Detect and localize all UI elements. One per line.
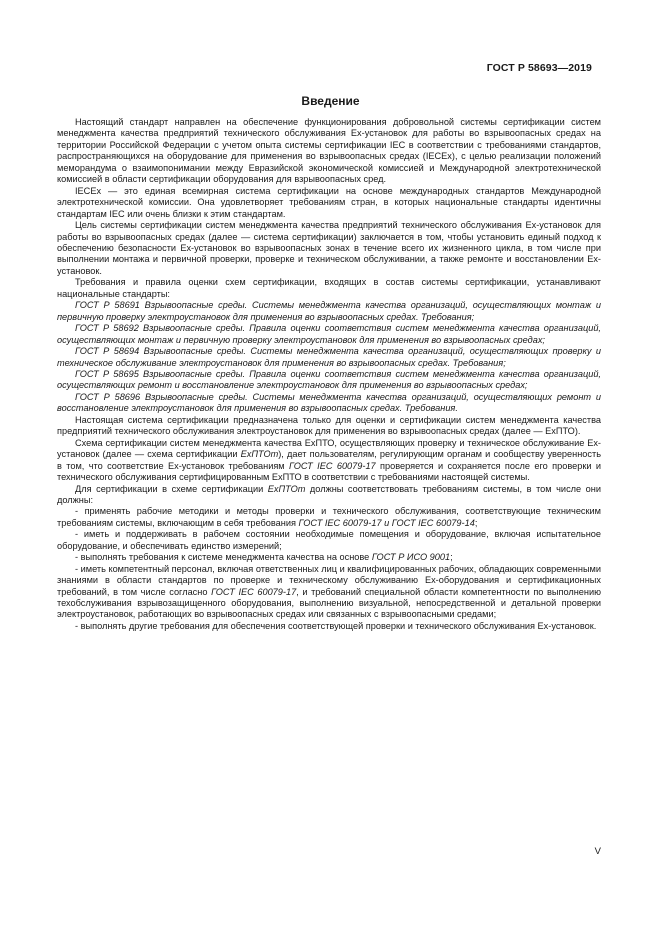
paragraph-6-text: Схема сертификации систем менеджмента качества ExПТО, осуществляющих проверку и техническое обслуживание Ex-установок (далее — схема сертификации: [57, 437, 601, 460]
requirement-text: - иметь компетентный персонал, включая ответственных лиц и квалифицированных рабочих, обладающих современными знаниями в области стандартов по проверке и техническому обслуживанию Ex-оборудования и сертификационных требований, в том числе согласно: [57, 563, 601, 597]
standard-reference: ГОСТ Р 58694 Взрывоопасные среды. Системы менеджмента качества организаций, осуществляющих проверку и техническое обслуживание электроустановок для применения во взрывоопасных средах. Требования;: [57, 346, 601, 368]
paragraph-6: [57, 438, 601, 484]
requirement-text: ;: [450, 552, 453, 563]
standard-reference: ГОСТ Р 58692 Взрывоопасные среды. Правила оценки соответствия систем менеджмента качества организаций, осуществляющих монтаж и первичную проверку электроустановок для применения во взрывоопасных средах;: [57, 323, 601, 345]
section-title: Введение: [301, 94, 360, 108]
requirement-item: - иметь и поддерживать в рабочем состоянии необходимые помещения и оборудование, включая испытательное оборудование, и обеспечивать единство измерений;: [57, 529, 601, 551]
requirement-item: [57, 564, 601, 621]
paragraph-5: Настоящая система сертификации предназначена только для оценки и сертификации систем менеджмента качества предприятий технического обслуживания электроустановок для применения во взрывоопасных средах (далее — ExПТО).: [57, 414, 601, 437]
paragraph-6-text: проверяется и сохраняется после его проверки и технического обслуживания сертифицированным ExПТО в соответствии с требованиями настоящей системы.: [57, 460, 601, 483]
scheme-name: ExПТОт: [240, 449, 279, 460]
requirement-text: и: [381, 517, 392, 528]
paragraph-7-text: должны соответствовать требованиям системы, в том числе они должны:: [57, 483, 601, 505]
standard-reference: ГОСТ Р 58691 Взрывоопасные среды. Системы менеджмента качества организаций, осуществляющих монтаж и первичную проверку электроустановок для применения во взрывоопасных средах. Требования;: [57, 300, 601, 322]
paragraph-3: Цель системы сертификации систем менеджмента качества предприятий технического обслуживания Ex-установок для работы во взрывоопасных средах (далее — система сертификации) заключается в том, чтобы установить единый подход к обеспечению безопасности Ex-установок во взрывоопасных зонах в течение всего их жизненного цикла, в том числе при выполнении монтажа и первичной проверки, проверке и техническом обслуживании, а также ремонте и восстановлении Ex-установок.: [57, 220, 601, 276]
standard-name: ГОСТ IEC 60079-17: [298, 517, 382, 528]
requirement-text: - выполнять требования к системе менеджмента качества на основе: [75, 552, 372, 563]
requirement-item: [57, 552, 601, 563]
requirement-text: - применять рабочие методики и методы проверки и технического обслуживания, соответствующие техническим требованиям системы, включающим в себя требования: [57, 506, 601, 528]
paragraph-7-text: Для сертификации в схеме сертификации: [75, 483, 268, 494]
section-body: [57, 117, 601, 632]
paragraph-1: Настоящий стандарт направлен на обеспечение функционирования добровольной системы сертификации систем менеджмента качества предприятий технического обслуживания Ex-установок для работы во взрывоопасных средах на территории Российской Федерации с учетом опыта системы сертификации IEC в соответствии с требованиями стандартов, распространяющихся на оборудование для применения во взрывоопасных средах (IECEx), с целью реализации положений меморандума о взаимопонимании между Евразийской экономической комиссией и Международной электротехнической комиссией в области сертификации оборудования для взрывоопасных сред.: [57, 117, 601, 185]
paragraph-4: Требования и правила оценки схем сертификации, входящих в состав системы сертификации, устанавливают национальные стандарты:: [57, 277, 601, 299]
requirement-text: , и требований специальной области компетентности по выполнению техобслуживания взрывозащищенного оборудования, выполнению визуальной, непосредственной и детальной проверки электроустановок, работающих во взрывоопасных средах или связанных с взрывоопасными средами;: [57, 586, 602, 620]
page-number: V: [594, 846, 601, 857]
standard-name: ГОСТ IEC 60079-17: [289, 460, 376, 471]
standard-reference: ГОСТ Р 58695 Взрывоопасные среды. Правила оценки соответствия систем менеджмента качества организаций, осуществляющих ремонт и восстановление электроустановок для применения во взрывоопасных средах;: [57, 368, 601, 391]
standard-designation: ГОСТ Р 58693—2019: [486, 62, 592, 74]
scheme-name: ExПТОт: [267, 483, 306, 494]
requirement-item: [57, 506, 601, 529]
paragraph-6-text: ), дает пользователям, регулирующим органам и сообществу уверенность в том, что соответствие Ex-установок требованиям: [57, 449, 601, 471]
requirement-item: - выполнять другие требования для обеспечения соответствующей проверки и технического обслуживания Ex-установок.: [75, 620, 597, 631]
standard-name: ГОСТ IEC 60079-17: [211, 586, 297, 597]
paragraph-2: IECEx — это единая всемирная система сертификации на основе международных стандартов Международной электротехнической комиссии. Она удовлетворяет требованиям стран, в которых национальные стандарты идентичны стандартам IEC или очень близки к этим стандартам.: [57, 185, 601, 219]
standard-name: ГОСТ IEC 60079-14: [391, 517, 475, 528]
paragraph-7: [57, 484, 601, 507]
standard-reference: ГОСТ Р 58696 Взрывоопасные среды. Системы менеджмента качества организаций, осуществляющих ремонт и восстановление электроустановок для применения во взрывоопасных средах. Требования.: [57, 391, 601, 414]
standard-name: ГОСТ Р ИСО 9001: [371, 552, 451, 563]
requirement-text: ;: [474, 517, 478, 528]
